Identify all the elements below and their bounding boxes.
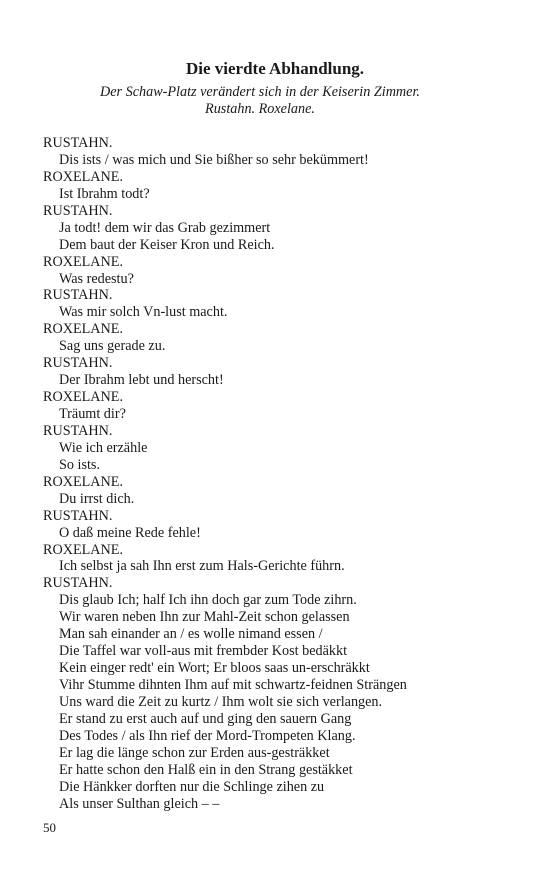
verse-line: Ja todt! dem wir das Grab gezimmert bbox=[59, 219, 271, 236]
verse-line: Als unser Sulthan gleich – – bbox=[59, 795, 220, 812]
verse-line: Ist Ibrahm todt? bbox=[59, 185, 150, 202]
speaker-name: ROXELANE. bbox=[43, 473, 123, 490]
verse-line: Man sah einander an / es wolle nimand essen / bbox=[59, 626, 323, 643]
speaker-name: ROXELANE. bbox=[43, 321, 123, 338]
verse-line: Des Todes / als Ihn rief der Mord-Trompeten Klang. bbox=[59, 727, 356, 744]
verse-line: Was redestu? bbox=[59, 270, 134, 287]
scene-direction bbox=[0, 84, 520, 118]
verse-line: O daß meine Rede fehle! bbox=[59, 524, 201, 541]
page-number: 50 bbox=[43, 820, 56, 835]
speaker-name: ROXELANE. bbox=[43, 541, 123, 558]
verse-line: Dis ists / was mich und Sie bißher so sehr bekümmert! bbox=[59, 151, 369, 168]
verse-line: Was mir solch Vn-lust macht. bbox=[59, 304, 228, 321]
verse-line: Wie ich erzähle bbox=[59, 439, 148, 456]
verse-line: Er lag die länge schon zur Erden aus-gesträkket bbox=[59, 744, 330, 761]
verse-line: Sag uns gerade zu. bbox=[59, 338, 166, 355]
verse-line: Die Hänkker dorften nur die Schlinge zihen zu bbox=[59, 778, 325, 795]
speaker-name: RUSTAHN. bbox=[43, 575, 113, 592]
verse-line: Wir waren neben Ihn zur Mahl-Zeit schon gelassen bbox=[59, 609, 350, 626]
verse-line: Ich selbst ja sah Ihn erst zum Hals-Gerichte führn. bbox=[59, 558, 345, 575]
scene-direction-line: Der Schaw-Platz verändert sich in der Keiserin Zimmer. bbox=[100, 84, 420, 100]
speaker-name: ROXELANE. bbox=[43, 168, 123, 185]
verse-line: Kein einger redt' ein Wort; Er bloos saas un-erschräkkt bbox=[59, 660, 370, 677]
speaker-name: RUSTAHN. bbox=[43, 507, 113, 524]
verse-line: Er stand zu erst auch auf und ging den sauern Gang bbox=[59, 710, 352, 727]
speaker-name: RUSTAHN. bbox=[43, 202, 113, 219]
verse-line: Er hatte schon den Halß ein in den Strang gestäkket bbox=[59, 761, 353, 778]
speaker-name: ROXELANE. bbox=[43, 389, 123, 406]
verse-line: Die Taffel war voll-aus mit frembder Kost bedäkkt bbox=[59, 643, 348, 660]
speaker-name: RUSTAHN. bbox=[43, 422, 113, 439]
speaker-name: RUSTAHN. bbox=[43, 287, 113, 304]
verse-line: Träumt dir? bbox=[59, 406, 126, 422]
verse-line: Der Ibrahm lebt und herscht! bbox=[59, 372, 224, 389]
speaker-name: ROXELANE. bbox=[43, 253, 123, 270]
dialogue-text bbox=[43, 135, 523, 813]
verse-line: Du irrst dich. bbox=[59, 490, 135, 507]
scene-characters-line: Rustahn. Roxelane. bbox=[205, 101, 315, 117]
speaker-name: RUSTAHN. bbox=[43, 135, 113, 151]
verse-line: Uns ward die Zeit zu kurtz / Ihm wolt sie sich verlangen. bbox=[59, 693, 383, 710]
verse-line: So ists. bbox=[59, 456, 101, 473]
verse-line: Dem baut der Keiser Kron und Reich. bbox=[59, 236, 275, 253]
verse-line: Dis glaub Ich; half Ich ihn doch gar zum Tode zihrn. bbox=[59, 592, 357, 609]
act-heading: Die vierdte Abhandlung. bbox=[185, 59, 365, 78]
verse-line: Vihr Stumme dihnten Ihm auf mit schwartz-feidnen Strängen bbox=[59, 677, 407, 693]
speaker-name: RUSTAHN. bbox=[43, 355, 113, 372]
